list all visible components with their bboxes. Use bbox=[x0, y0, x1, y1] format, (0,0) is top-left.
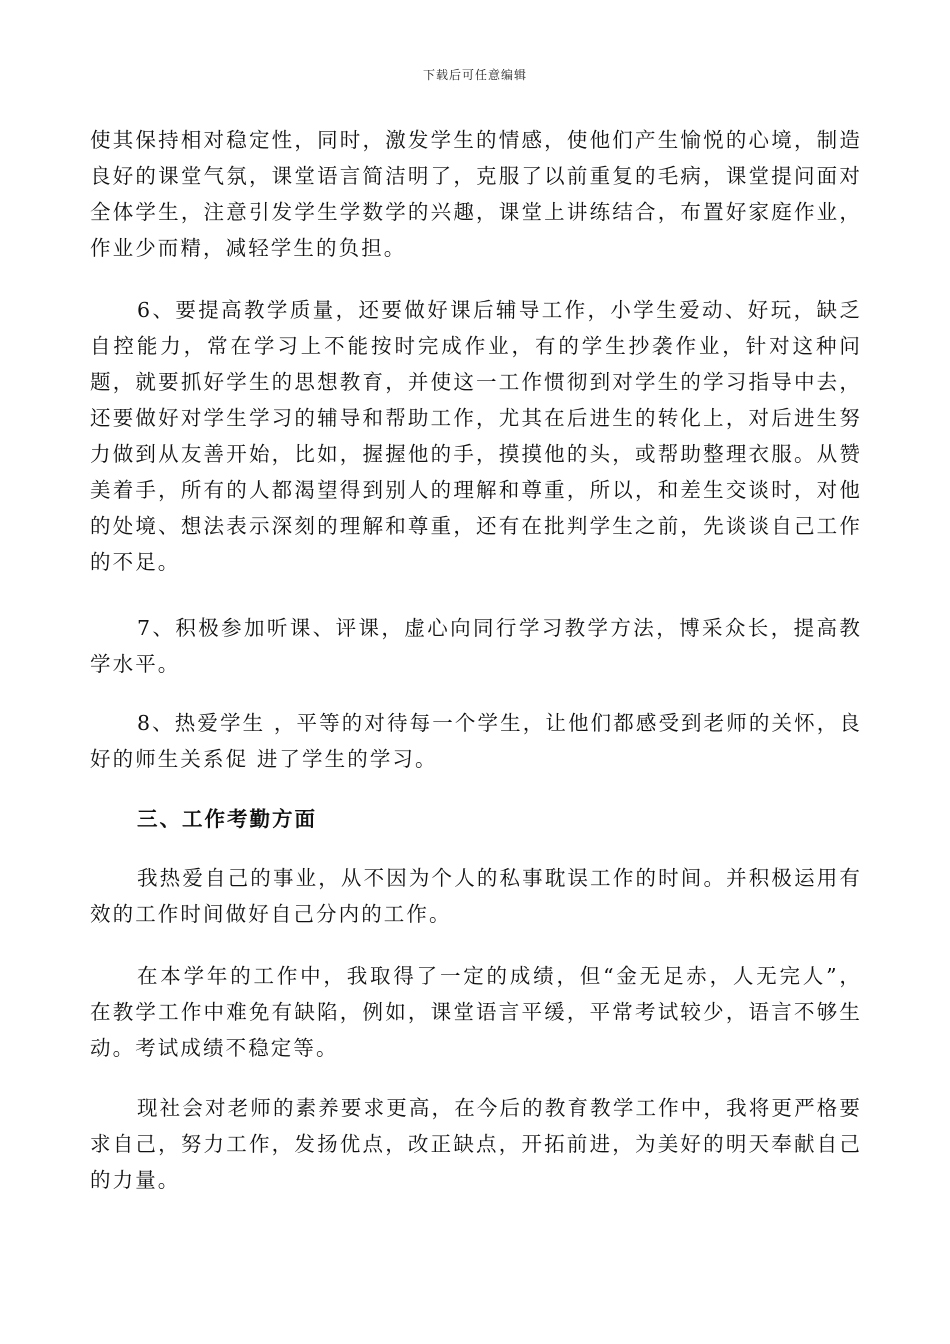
paragraph-continued: 使其保持相对稳定性，同时，激发学生的情感，使他们产生愉悦的心境，制造良好的课堂气氛，课堂语言简洁明了，克服了以前重复的毛病，课堂提问面对全体学生，注意引发学生学数学的兴趣，课堂上讲练结合，布置好家庭作业，作业少而精，减轻学生的负担。 bbox=[90, 128, 862, 260]
paragraph-attendance: 我热爱自己的事业，从不因为个人的私事耽误工作的时间。并积极运用有效的工作时间做好自己分内的工作。 bbox=[90, 866, 862, 926]
paragraph-achievements: 在本学年的工作中，我取得了一定的成绩，但“金无足赤，人无完人”，在教学工作中难免有缺陷，例如，课堂语言平缓，平常考试较少，语言不够生动。考试成绩不稳定等。 bbox=[90, 964, 862, 1060]
section-heading-attendance: 三、工作考勤方面 bbox=[137, 807, 317, 831]
page-header-note: 下载后可任意编辑 bbox=[422, 68, 527, 82]
paragraph-item-6: 6、要提高教学质量，还要做好课后辅导工作，小学生爱动、好玩，缺乏自控能力，常在学习上不能按时完成作业，有的学生抄袭作业，针对这种问题，就要抓好学生的思想教育，并使这一工作惯彻到对学生的学习指导中去，还要做好对学生学习的辅导和帮助工作，尤其在后进生的转化上，对后进生努力做到从友善开始，比如，握握他的手，摸摸他的头，或帮助整理衣服。从赞美着手，所有的人都渴望得到别人的理解和尊重，所以，和差生交谈时，对他的处境、想法表示深刻的理解和尊重，还有在批判学生之前，先谈谈自己工作的不足。 bbox=[90, 298, 862, 574]
paragraph-item-8: 8、热爱学生 ，平等的对待每一个学生，让他们都感受到老师的关怀，良好的师生关系促 进了学生的学习。 bbox=[90, 711, 862, 771]
paragraph-item-7: 7、积极参加听课、评课，虚心向同行学习教学方法，博采众长，提高教学水平。 bbox=[90, 616, 862, 676]
paragraph-future-plan: 现社会对老师的素养要求更高，在今后的教育教学工作中，我将更严格要求自己，努力工作，发扬优点，改正缺点，开拓前进，为美好的明天奉献自己的力量。 bbox=[90, 1096, 862, 1192]
